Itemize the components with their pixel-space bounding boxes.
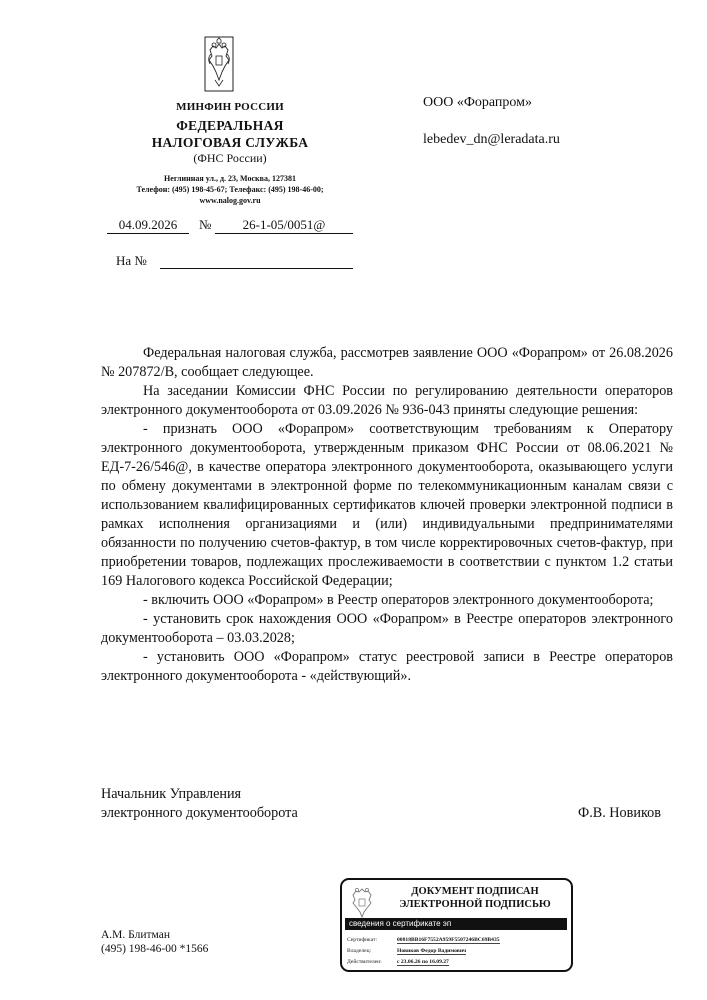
service-name-line1: ФЕДЕРАЛЬНАЯ bbox=[176, 118, 284, 133]
stamp-owner-row bbox=[347, 948, 466, 955]
service-name-line2: НАЛОГОВАЯ СЛУЖБА bbox=[151, 135, 309, 150]
signatory-name: Ф.В. Новиков bbox=[578, 805, 661, 821]
stamp-owner-label: Владелец: bbox=[347, 948, 372, 954]
stamp-info-bar: сведения о сертификате эп bbox=[345, 918, 567, 930]
coat-of-arms-icon bbox=[204, 36, 234, 92]
ministry-name: МИНФИН РОССИИ bbox=[176, 101, 284, 113]
stamp-owner-value: Новиков Федор Вадимович bbox=[397, 948, 467, 954]
stamp-certificate-row bbox=[347, 937, 500, 944]
stamp-emblem-icon bbox=[348, 885, 376, 921]
body-paragraph: Федеральная налоговая служба, рассмотрев заявление ООО «Форапром» от 26.08.2026 № 207872/В, сообщает следующее. bbox=[101, 345, 673, 380]
stamp-title-line2: ЭЛЕКТРОННОЙ ПОДПИСЬЮ bbox=[399, 899, 551, 910]
stamp-certificate-label: Сертификат: bbox=[347, 937, 378, 943]
letter-body bbox=[101, 344, 673, 686]
electronic-signature-stamp bbox=[340, 878, 573, 972]
executor-name: А.М. Блитман bbox=[101, 929, 170, 941]
body-paragraph: - включить ООО «Форапром» в Реестр операторов электронного документооборота; bbox=[143, 592, 654, 608]
signatory-title-line2: электронного документооборота bbox=[101, 805, 298, 821]
body-paragraph: - установить срок нахождения ООО «Форапром» в Реестре операторов электронного документооборота – 03.03.2028; bbox=[101, 611, 673, 646]
registration-date: 04.09.2026 bbox=[107, 217, 189, 234]
registration-number: 26-1-05/0051@ bbox=[215, 217, 353, 234]
stamp-title-line1: ДОКУМЕНТ ПОДПИСАН bbox=[411, 886, 539, 897]
stamp-validity-value: с 23.06.26 по 16.09.27 bbox=[397, 959, 449, 965]
recipient-email: lebedev_dn@leradata.ru bbox=[423, 132, 560, 147]
stamp-certificate-value: 00818BB16F7552A959F5507246BC69B435 bbox=[397, 937, 500, 943]
website-line: www.nalog.gov.ru bbox=[199, 196, 261, 205]
stamp-validity-label: Действителен: bbox=[347, 959, 382, 965]
address-line: Неглинная ул., д. 23, Москва, 127381 bbox=[164, 174, 296, 183]
registration-number-label: № bbox=[199, 217, 212, 232]
reply-to-label: На № bbox=[116, 253, 147, 268]
body-paragraph: На заседании Комиссии ФНС России по регулированию деятельности операторов электронного документооборота от 03.09.2026 № 936-043 приняты следующие решения: bbox=[101, 383, 673, 418]
service-abbreviation: (ФНС России) bbox=[193, 151, 267, 165]
signatory-title-line1: Начальник Управления bbox=[101, 786, 242, 802]
reply-to-number-line bbox=[160, 268, 353, 269]
stamp-validity-row bbox=[347, 959, 449, 966]
executor-phone: (495) 198-46-00 *1566 bbox=[101, 943, 209, 955]
recipient-name: ООО «Форапром» bbox=[423, 95, 533, 110]
body-paragraph: - признать ООО «Форапром» соответствующим требованиям к Оператору электронного документооборота, утвержденным приказом ФНС России от 08.06.2021 № ЕД-7-26/546@, в качестве оператора электронного документооборота, оказывающего услуги по обмену документами в электронной форме по телекоммуникационным каналам связи с использованием квалифицированных сертификатов ключей проверки электронной подписи в рамках исполнения организациями и (или) индивидуальными предпринимателями обязанности по получению счетов-фактур, в том числе корректировочных счетов-фактур, при приобретении товаров, подлежащих прослеживаемости в соответствии с пунктом 1.2 статьи 169 Налогового кодекса Российской Федерации; bbox=[101, 421, 673, 589]
phone-line: Телефон: (495) 198-45-67; Телефакс: (495) 198-46-00; bbox=[136, 185, 324, 194]
body-paragraph: - установить ООО «Форапром» статус реестровой записи в Реестре операторов электронного документооборота - «действующий». bbox=[101, 649, 673, 684]
